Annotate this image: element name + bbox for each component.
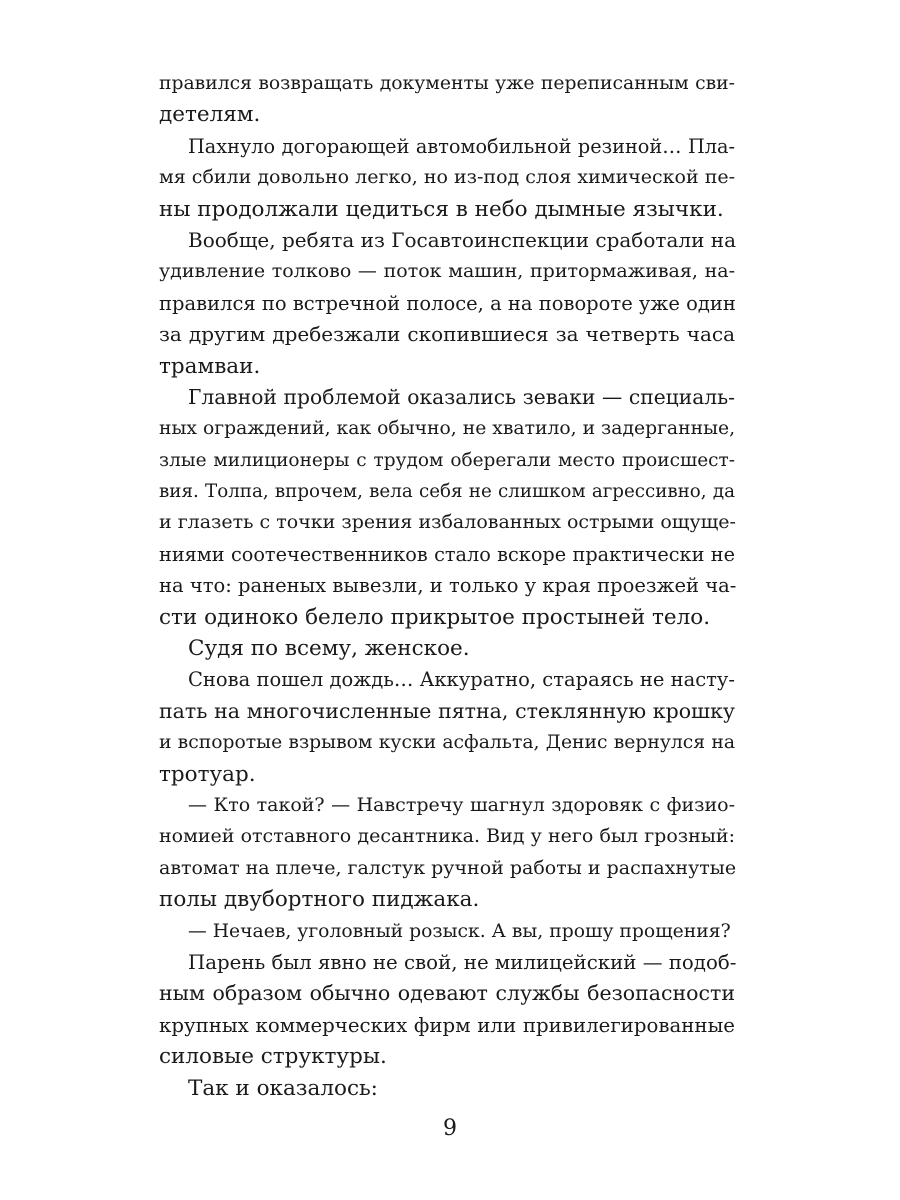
text-line: силовые структуры.: [159, 1044, 387, 1070]
text-line: автомат на плече, галстук ручной работы и распахнутые: [159, 856, 737, 879]
text-line: — Нечаев, уголовный розыск. А вы, прошу прощения?: [188, 920, 731, 942]
page-body: [159, 68, 735, 1104]
text-line: ным образом обычно одевают службы безопасности: [159, 981, 735, 1006]
text-line: вия. Толпа, впрочем, вела себя не слишком агрессивно, да: [159, 481, 735, 503]
text-line: и глазеть с точки зрения избалованных острыми ощуще-: [159, 511, 736, 534]
text-line: крупных коммерческих фирм или привилегированные: [159, 1013, 735, 1037]
text-line: злые милиционеры с трудом оберегали место происшест-: [159, 449, 735, 471]
text-line: ны продолжали цедиться в небо дымные язычки.: [159, 196, 724, 222]
text-line: и вспоротые взрывом куски асфальта, Денис вернулся на: [159, 732, 735, 754]
text-line: правился возвращать документы уже переписанным сви-: [159, 73, 735, 94]
text-line: Парень был явно не свой, не милицейский — подоб-: [188, 950, 737, 974]
text-line: Вообще, ребята из Госавтоинспекции сработали на: [188, 227, 737, 252]
text-line: на что: раненых вывезли, и только у края проезжей ча-: [159, 574, 737, 598]
text-line: Снова пошел дождь… Аккуратно, стараясь не насту-: [188, 668, 735, 692]
text-line: Главной проблемой оказались зеваки — специаль-: [188, 384, 735, 409]
text-line: номией отставного десантника. Вид у него был грозный:: [159, 825, 735, 848]
text-line: сти одиноко белело прикрытое простыней тело.: [159, 604, 711, 630]
text-line: правился по встречной полосе, а на повороте уже один: [159, 291, 736, 315]
text-line: ниями соотечественников стало вскоре практически не: [159, 542, 735, 566]
text-line: — Кто такой? — Навстречу шагнул здоровяк с физио-: [188, 793, 735, 816]
text-line: детелям.: [159, 102, 261, 128]
text-line: Так и оказалось:: [188, 1075, 378, 1101]
text-line: пать на многочисленные пятна, стеклянную крошку: [159, 698, 735, 723]
page-number: 9: [443, 1116, 457, 1141]
text-line: Судя по всему, женское.: [188, 636, 470, 662]
text-line: Пахнуло догорающей автомобильной резиной… Пла-: [188, 134, 735, 158]
text-line: удивление толково — поток машин, притормаживая, на-: [159, 260, 735, 283]
text-line: трамваи.: [159, 353, 261, 379]
text-line: ных ограждений, как обычно, не хватило, и задерганные,: [159, 418, 736, 440]
text-line: тротуар.: [159, 761, 256, 787]
text-line: за другим дребезжали скопившиеся за четверть часа: [159, 322, 735, 347]
text-line: мя сбили довольно легко, но из-под слоя химической пе-: [159, 166, 736, 189]
text-line: полы двубортного пиджака.: [159, 887, 480, 913]
